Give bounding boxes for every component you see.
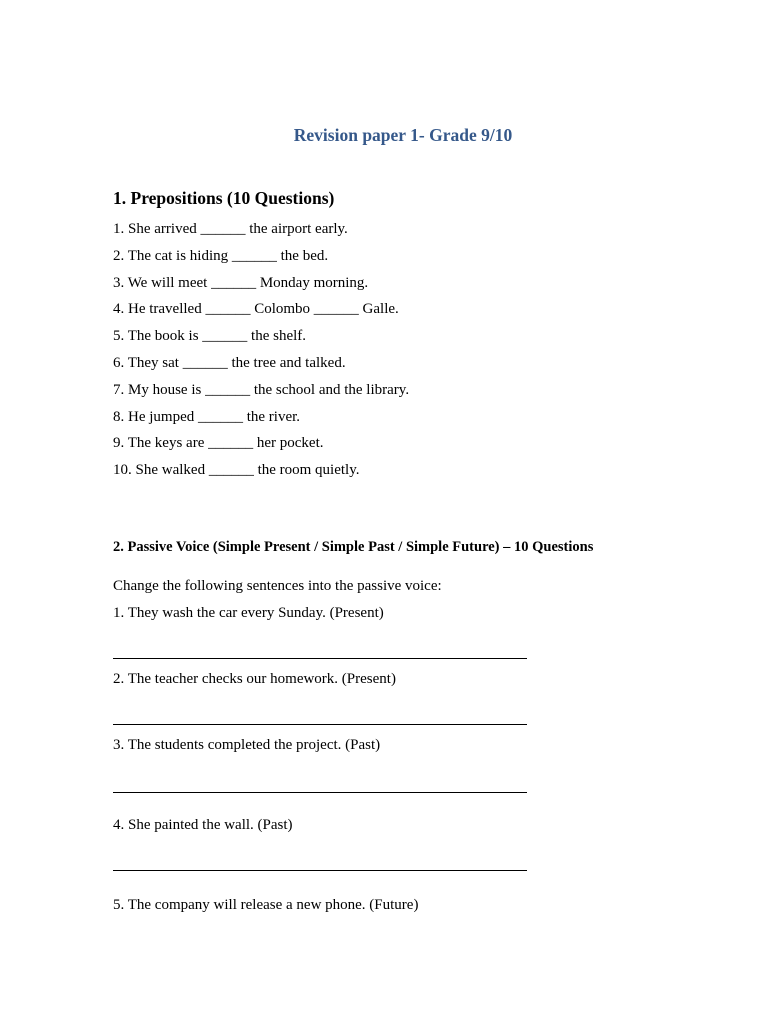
list-item: 9. The keys are ______ her pocket. <box>113 435 324 452</box>
list-item: 5. The book is ______ the shelf. <box>113 328 307 345</box>
list-item: 2. The teacher checks our homework. (Present) <box>113 671 396 687</box>
page-title: Revision paper 1- Grade 9/10 <box>293 125 513 145</box>
section-instruction: Change the following sentences into the passive voice: <box>113 578 442 594</box>
list-item: 4. He travelled ______ Colombo ______ Galle. <box>113 301 399 318</box>
section-heading-passive-voice: 2. Passive Voice (Simple Present / Simple Past / Simple Future) – 10 Questions <box>113 539 594 555</box>
answer-line <box>113 792 527 793</box>
list-item: 3. We will meet ______ Monday morning. <box>113 274 369 291</box>
list-item: 10. She walked ______ the room quietly. <box>113 462 360 479</box>
answer-line <box>113 724 527 725</box>
section-heading-prepositions: 1. Prepositions (10 Questions) <box>113 188 335 208</box>
list-item: 8. He jumped ______ the river. <box>113 408 301 425</box>
prepositions-question-list <box>113 216 409 484</box>
answer-line <box>113 870 527 871</box>
list-item: 7. My house is ______ the school and the library. <box>113 381 410 398</box>
list-item: 4. She painted the wall. (Past) <box>113 817 293 833</box>
answer-line <box>113 658 527 659</box>
list-item: 1. They wash the car every Sunday. (Present) <box>113 605 384 621</box>
list-item: 1. She arrived ______ the airport early. <box>113 221 348 237</box>
list-item: 2. The cat is hiding ______ the bed. <box>113 247 329 264</box>
list-item: 5. The company will release a new phone. (Future) <box>113 897 419 913</box>
list-item: 6. They sat ______ the tree and talked. <box>113 354 346 371</box>
list-item: 3. The students completed the project. (Past) <box>113 737 381 753</box>
